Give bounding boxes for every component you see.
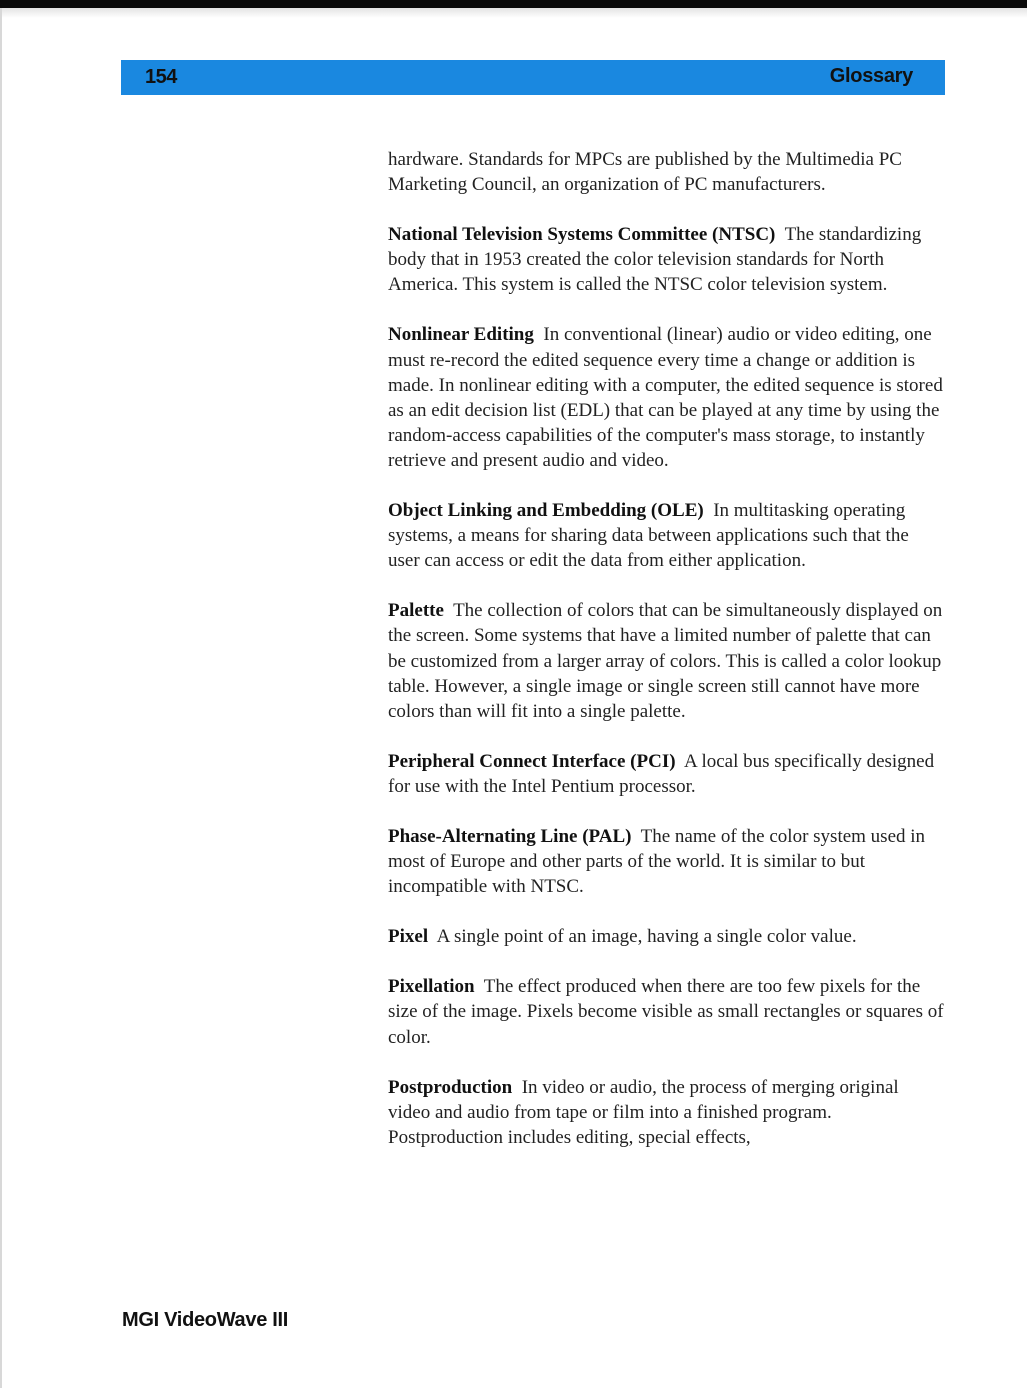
glossary-definition: The effect produced when there are too few pixels for the size of the image. Pixels become visible as small rectangles or squares of color.	[388, 976, 944, 1048]
glossary-term: National Television Systems Committee (NTSC)	[388, 224, 776, 246]
glossary-term: Peripheral Connect Interface (PCI)	[388, 750, 676, 772]
glossary-definition: The standardizing body that in 1953 created the color television standards for North America. This system is called the NTSC color television system.	[388, 224, 922, 296]
scan-top-edge	[0, 0, 1027, 8]
glossary-term: Pixel	[388, 926, 429, 948]
glossary-content	[388, 147, 944, 1175]
glossary-entry	[388, 749, 944, 799]
glossary-term: Nonlinear Editing	[388, 324, 534, 346]
glossary-definition: In multitasking operating systems, a means for sharing data between applications such that the user can access or edit the data from either application.	[388, 500, 909, 572]
glossary-entry	[388, 322, 944, 473]
glossary-definition: The collection of colors that can be simultaneously displayed on the screen. Some systems that have a limited number of palette that can be customized from a larger array of colors. This is called a color lookup table. However, a single image or single screen still cannot have more colors than will fit into a single palette.	[388, 600, 943, 722]
scan-shadow	[0, 8, 1027, 18]
glossary-definition: In conventional (linear) audio or video editing, one must re-record the edited sequence every time a change or addition is made. In nonlinear editing with a computer, the edited sequence is stored as an edit decision list (EDL) that can be played at any time by using the random-access capabilities of the computer's mass storage, to instantly retrieve and present audio and video.	[388, 324, 943, 471]
glossary-term: Palette	[388, 600, 444, 622]
glossary-entry	[388, 924, 944, 949]
glossary-entry	[388, 824, 944, 899]
glossary-entry	[388, 598, 944, 723]
glossary-entry	[388, 1075, 944, 1150]
glossary-entry	[388, 498, 944, 573]
book-title-footer: MGI VideoWave III	[122, 1309, 289, 1331]
section-title: Glossary	[829, 65, 913, 87]
glossary-entry	[388, 974, 944, 1049]
glossary-term: Phase-Alternating Line (PAL)	[388, 825, 632, 847]
glossary-definition: In video or audio, the process of merging original video and audio from tape or film into a finished program. Postproduction includes editing, special effects,	[388, 1076, 899, 1148]
page-number: 154	[145, 66, 177, 88]
page-header-bar	[121, 60, 945, 95]
glossary-term: Postproduction	[388, 1076, 513, 1098]
glossary-definition: A local bus specifically designed for use with the Intel Pentium processor.	[388, 750, 935, 797]
glossary-term: Pixellation	[388, 976, 475, 998]
glossary-term: Object Linking and Embedding (OLE)	[388, 500, 704, 522]
scan-left-edge	[0, 8, 2, 1388]
glossary-definition: A single point of an image, having a single color value.	[436, 926, 857, 948]
glossary-entry	[388, 222, 944, 297]
glossary-entries	[388, 222, 944, 1150]
glossary-definition: The name of the color system used in most of Europe and other parts of the world. It is similar to but incompatible with NTSC.	[388, 825, 926, 898]
continued-paragraph: hardware. Standards for MPCs are published by the Multimedia PC Marketing Council, an organization of PC manufacturers.	[388, 149, 902, 196]
